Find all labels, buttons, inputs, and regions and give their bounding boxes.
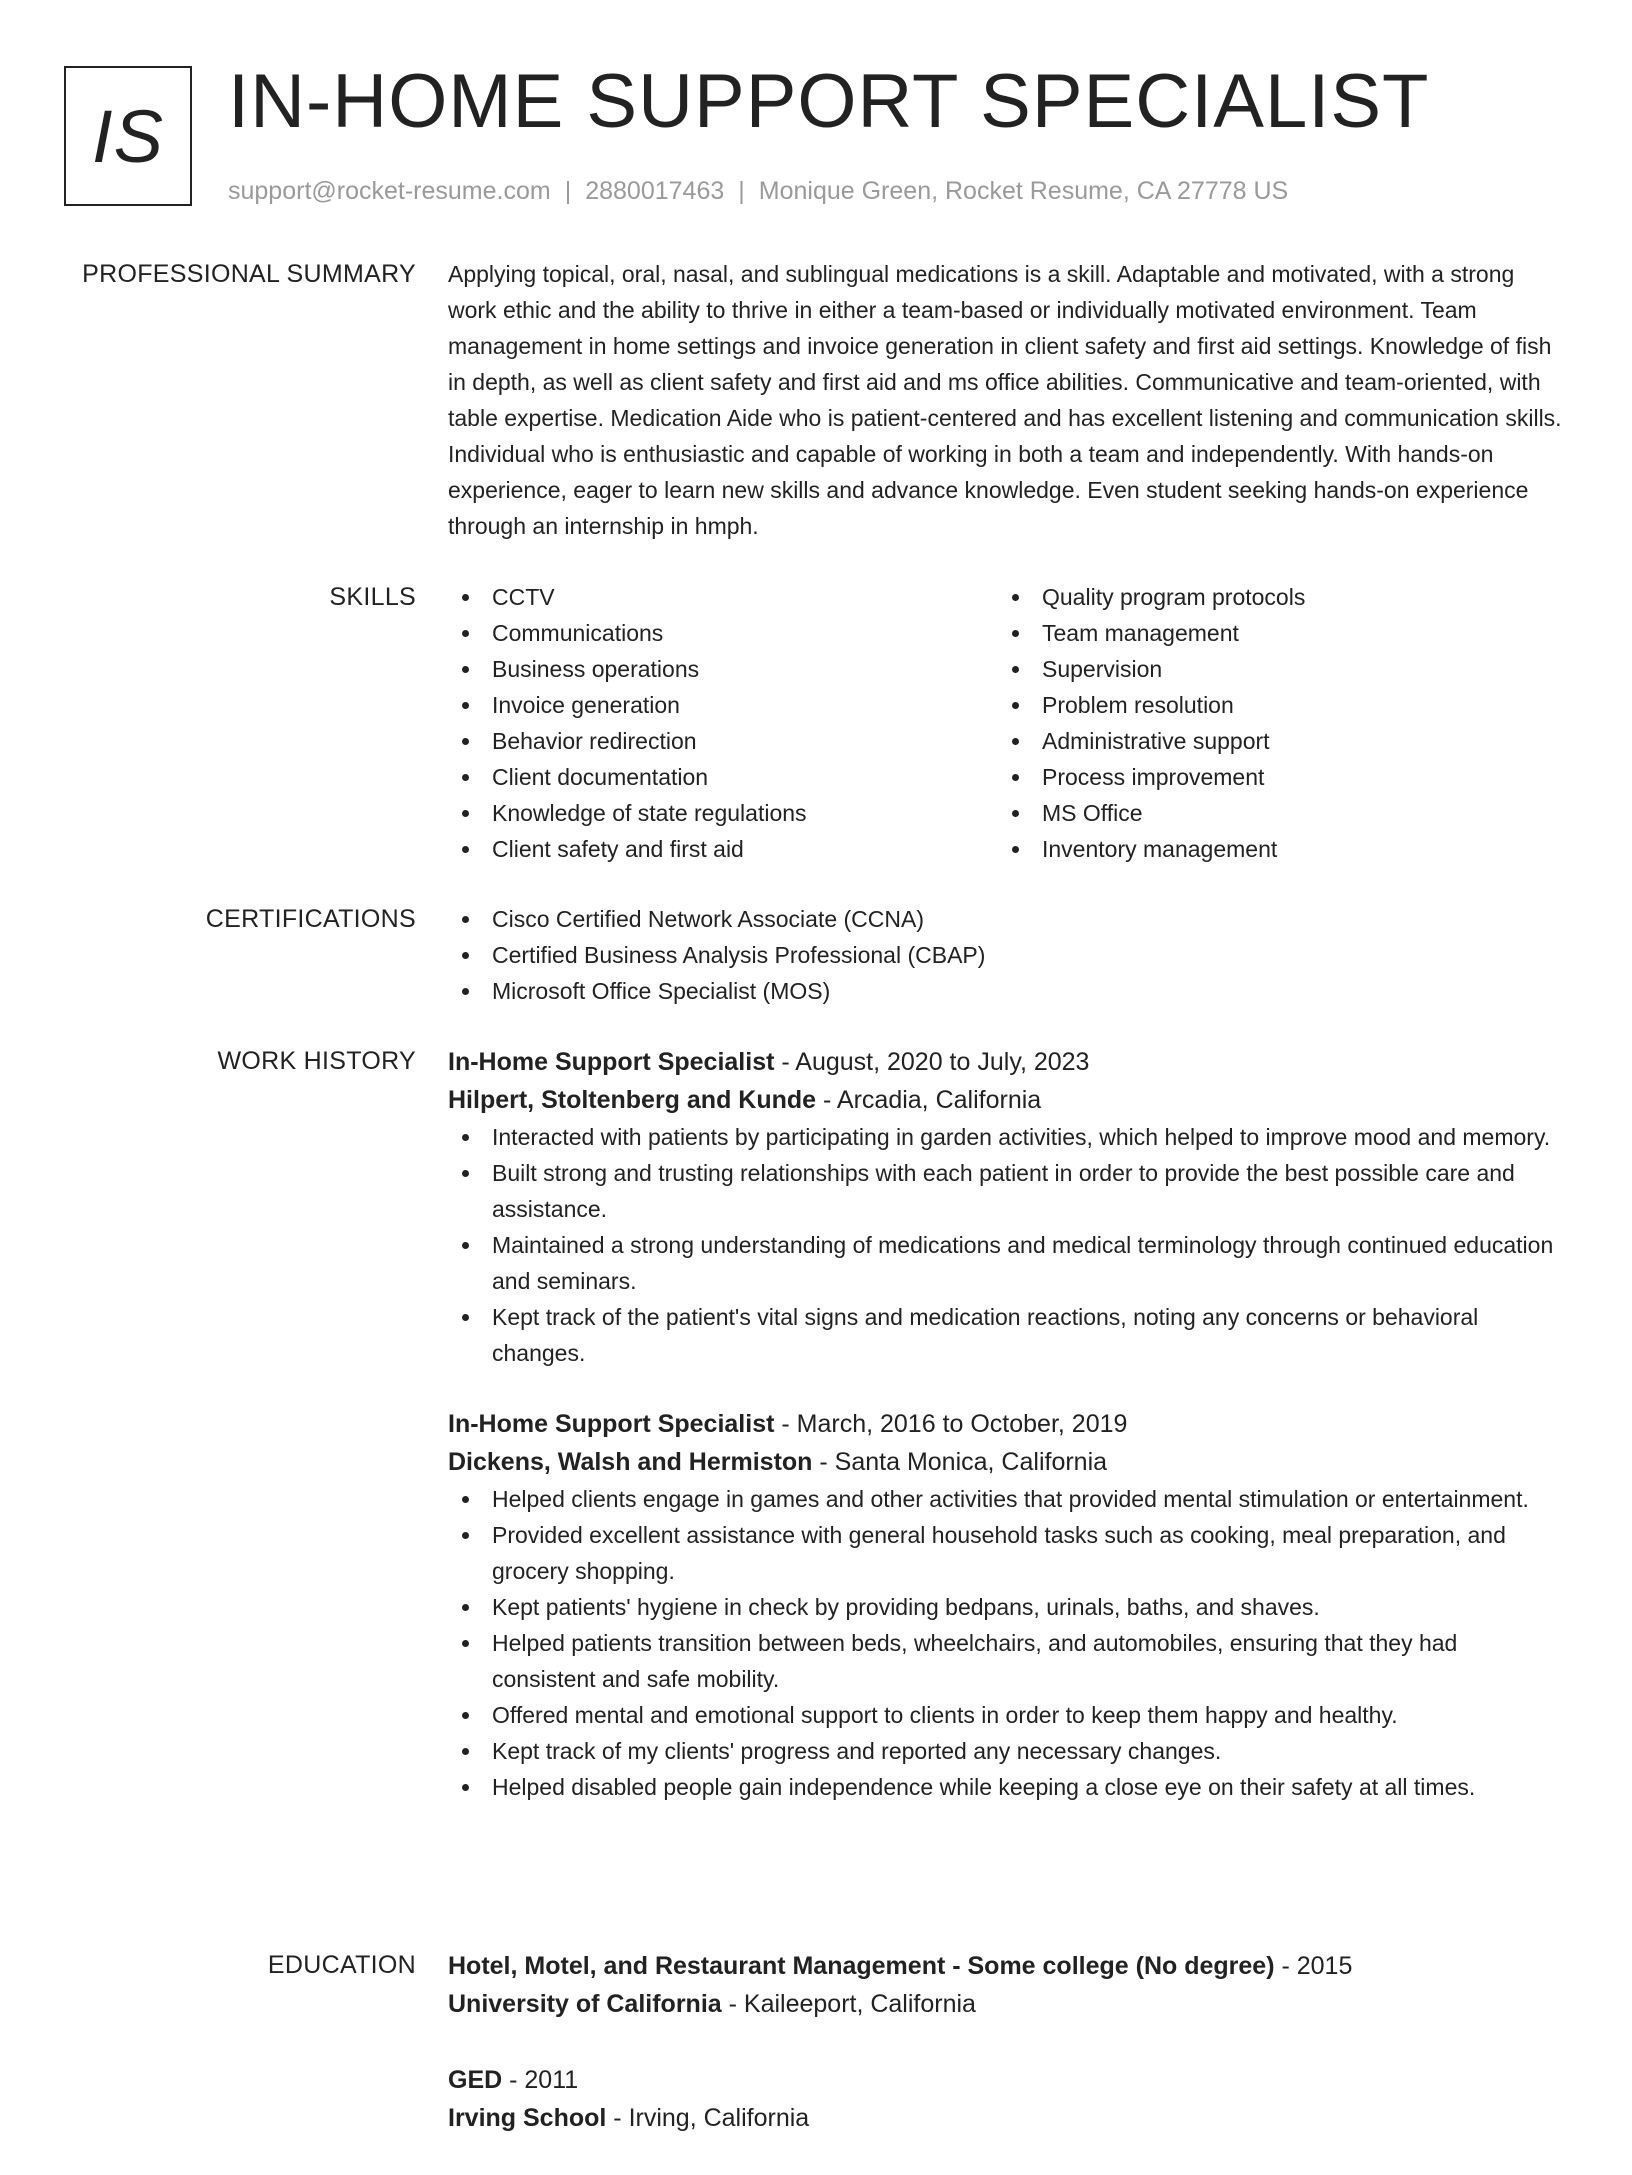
contact-email: support@rocket-resume.com [228,177,551,205]
skill-item: Invoice generation [448,687,998,723]
skill-item: Inventory management [998,831,1548,867]
education-school-line [448,1985,1566,2023]
education-entry [448,2061,1566,2137]
education-degree: GED [448,2066,503,2094]
education-location: - Kaileeport, California [721,1990,976,2018]
skill-item: Client safety and first aid [448,831,998,867]
skill-item: Business operations [448,651,998,687]
job-title: In-Home Support Specialist [448,1048,775,1076]
job-bullets [448,1119,1566,1371]
section-label-certifications: CERTIFICATIONS [205,905,416,933]
skills-list-right [998,579,1548,867]
skill-item: Problem resolution [998,687,1548,723]
education-school-line [448,2099,1566,2137]
skill-item: Administrative support [998,723,1548,759]
education-entry [448,1947,1566,2023]
work-history-body [448,1043,1566,1839]
education-degree-line [448,2061,1566,2099]
job-company-line [448,1443,1566,1481]
skill-item: MS Office [998,795,1548,831]
job-bullet: Helped disabled people gain independence while keeping a close eye on their safety at all times. [448,1769,1566,1805]
section-label-summary: PROFESSIONAL SUMMARY [82,260,416,288]
education-school: University of California [448,1990,722,2018]
certification-item: Microsoft Office Specialist (MOS) [448,973,1566,1009]
job-title: In-Home Support Specialist [448,1410,775,1438]
certifications-body [448,901,1566,1009]
contact-separator: | [564,177,572,205]
job-bullet: Helped patients transition between beds, wheelchairs, and automobiles, ensuring that they had consistent and safe mobility. [448,1625,1566,1697]
job-location: - Arcadia, California [816,1086,1042,1114]
skill-item: CCTV [448,579,998,615]
job-dates: - March, 2016 to October, 2019 [774,1410,1128,1438]
job-bullet: Kept patients' hygiene in check by providing bedpans, urinals, baths, and shaves. [448,1589,1566,1625]
contact-line [228,174,1288,208]
skill-item: Behavior redirection [448,723,998,759]
job-company: Dickens, Walsh and Hermiston [448,1448,813,1476]
skill-item: Process improvement [998,759,1548,795]
contact-separator: | [738,177,745,205]
job-bullet: Built strong and trusting relationships with each patient in order to provide the best possible care and assistance. [448,1155,1566,1227]
education-degree: Hotel, Motel, and Restaurant Management - Some college (No degree) [448,1952,1275,1980]
job-dates: - August, 2020 to July, 2023 [774,1048,1090,1076]
job-entry [448,1405,1566,1805]
job-bullet: Helped clients engage in games and other activities that provided mental stimulation or entertainment. [448,1481,1566,1517]
certifications-list [448,901,1566,1009]
job-bullet: Kept track of the patient's vital signs and medication reactions, noting any concerns or behavioral changes. [448,1299,1566,1371]
job-company: Hilpert, Stoltenberg and Kunde [448,1086,817,1114]
job-bullet: Provided excellent assistance with general household tasks such as cooking, meal preparation, and grocery shopping. [448,1517,1566,1589]
job-bullet: Maintained a strong understanding of medications and medical terminology through continued education and seminars. [448,1227,1566,1299]
job-title-line [448,1405,1566,1443]
monogram-logo: IS [64,66,192,206]
skill-item: Team management [998,615,1548,651]
education-school: Irving School [448,2104,607,2132]
skills-list-left [448,579,998,867]
job-bullet: Offered mental and emotional support to clients in order to keep them happy and healthy. [448,1697,1566,1733]
section-label-education: EDUCATION [267,1951,416,1979]
skill-item: Supervision [998,651,1548,687]
skills-body [448,579,1566,867]
skill-item: Knowledge of state regulations [448,795,998,831]
skill-item: Client documentation [448,759,998,795]
job-entry [448,1043,1566,1371]
job-title-line [448,1043,1566,1081]
summary-body [448,256,1566,544]
section-label-work-history: WORK HISTORY [217,1047,416,1075]
job-bullets [448,1481,1566,1805]
job-bullet: Kept track of my clients' progress and reported any necessary changes. [448,1733,1566,1769]
job-bullet: Interacted with patients by participating in garden activities, which helped to improve mood and memory. [448,1119,1566,1155]
job-company-line [448,1081,1566,1119]
skill-item: Quality program protocols [998,579,1548,615]
contact-phone: 2880017463 [585,177,725,205]
job-location: - Santa Monica, California [812,1448,1108,1476]
education-body [448,1947,1566,2175]
contact-address: Monique Green, Rocket Resume, CA 27778 US [758,177,1289,205]
summary-text: Applying topical, oral, nasal, and sublingual medications is a skill. Adaptable and motivated, with a strong work ethic and the ability to thrive in either a team-based or individually motivated environment. Team management in home settings and invoice generation in client safety and first aid settings. Knowledge of fish in depth, as well as client safety and first aid and ms office abilities. Communicative and team-oriented, with table expertise. Medication Aide who is patient-centered and has excellent listening and communication skills. Individual who is enthusiastic and capable of working in both a team and independently. With hands-on experience, eager to learn new skills and advance knowledge. Even student seeking hands-on experience through an internship in hmph. [448,261,1562,539]
education-location: - Irving, California [606,2104,810,2132]
certification-item: Certified Business Analysis Professional (CBAP) [448,937,1566,973]
resume-title: IN-HOME SUPPORT SPECIALIST [228,59,1430,144]
education-degree-line [448,1947,1566,1985]
education-year: - 2011 [502,2066,579,2094]
section-label-skills: SKILLS [329,583,416,611]
education-year: - 2015 [1274,1952,1353,1980]
certification-item: Cisco Certified Network Associate (CCNA) [448,901,1566,937]
skill-item: Communications [448,615,998,651]
